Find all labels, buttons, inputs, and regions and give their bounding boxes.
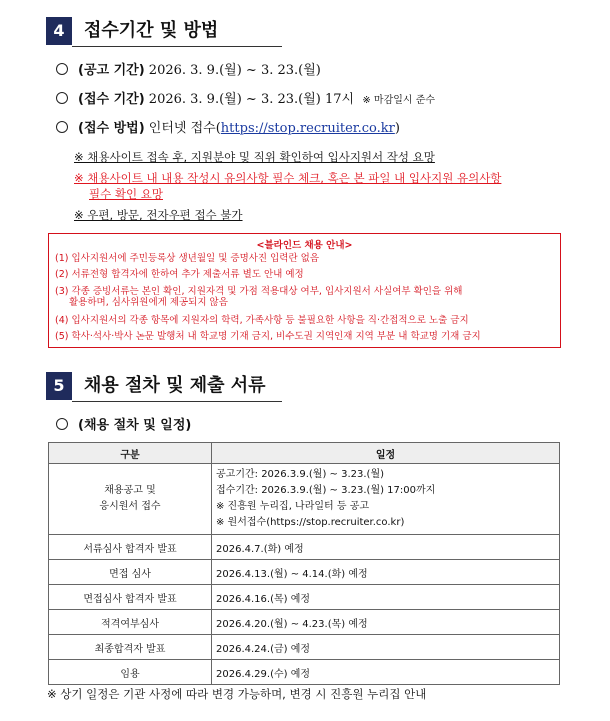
section-title: 채용 절차 및 제출 서류 [84,375,266,396]
table-row [49,464,560,535]
table-row [49,535,560,560]
table-row [49,660,560,685]
bullet-circle-icon [56,121,68,133]
date-cell: 2026.4.7.(화) 예정 [212,535,560,560]
blind-item-3-cont: 활용하며, 심사위원에게 제공되지 않음 [69,297,228,308]
bullet-circle-icon [56,92,68,104]
header-date: 일정 [212,443,560,464]
section-5-header [46,372,282,400]
recruit-link[interactable]: https://stop.recruiter.co.kr [220,121,395,136]
blind-item-1: (1) 입사지원서에 주민등록상 생년월일 및 증명사진 입력란 없음 [55,253,320,264]
stage-cell: 적격여부심사 [49,610,212,635]
apply-period: (접수 기간) 2026. 3. 9.(월) ~ 3. 23.(월) 17시 ※ 마감일시 준수 [56,91,435,110]
stage-cell: 최종합격자 발표 [49,635,212,660]
blind-item-2: (2) 서류전형 합격자에 한하여 추가 제출서류 별도 안내 예정 [55,269,304,280]
stage-cell: 면접 심사 [49,560,212,585]
date-cell: 2026.4.24.(금) 예정 [212,635,560,660]
subnote-3: ※ 우편, 방문, 전자우편 접수 불가 [74,208,243,222]
table-row [49,635,560,660]
date-cell: 공고기간: 2026.3.9.(월) ~ 3.23.(월) 접수기간: 2026.3.9.(월) ~ 3.23.(월) 17:00까지 ※ 진흥원 누리집, 나라일터 등 공고 ※ 원서접수(https://stop.recruiter.co.kr) [212,464,560,535]
table-header-row [49,443,560,464]
blind-item-5: (5) 학사·석사·박사 논문 발행처 내 학교명 기재 금지, 비수도권 지역인재 지역 부분 내 학교명 기재 금지 [55,331,481,342]
apply-method: (접수 방법) 인터넷 접수(https://stop.recruiter.co.kr) [56,120,400,138]
blind-recruit-box [48,233,561,348]
table-row [49,560,560,585]
section-number: 5 [46,372,72,400]
date-cell: 2026.4.16.(목) 예정 [212,585,560,610]
stage-cell: 임용 [49,660,212,685]
bullet-circle-icon [56,63,68,75]
date-cell: 2026.4.13.(월) ~ 4.14.(화) 예정 [212,560,560,585]
section-4-header [46,17,282,45]
schedule-footnote: ※ 상기 일정은 기관 사정에 따라 변경 가능하며, 변경 시 진흥원 누리집 안내 [47,687,427,701]
announce-period: (공고 기간) 2026. 3. 9.(월) ~ 3. 23.(월) [56,62,321,80]
subnote-2-cont: 필수 확인 요망 [89,187,163,201]
section-underline [72,46,282,47]
stage-cell: 서류심사 합격자 발표 [49,535,212,560]
subnote-2: ※ 채용사이트 내 내용 작성시 유의사항 필수 체크, 혹은 본 파일 내 입사지원 유의사항 [74,171,502,185]
schedule-table [48,442,560,685]
date-cell: 2026.4.20.(월) ~ 4.23.(목) 예정 [212,610,560,635]
bullet-circle-icon [56,418,68,430]
date-cell: 2026.4.29.(수) 예정 [212,660,560,685]
blind-item-4: (4) 입사지원서의 각종 항목에 지원자의 학력, 가족사항 등 불필요한 사항을 직·간접적으로 노출 금지 [55,315,469,326]
subnote-1: ※ 채용사이트 접속 후, 지원분야 및 직위 확인하여 입사지원서 작성 요망 [74,150,435,164]
section-number: 4 [46,17,72,45]
section-underline [72,401,282,402]
table-row [49,585,560,610]
blind-item-3: (3) 각종 증빙서류는 본인 확인, 지원자격 및 가점 적용대상 여부, 입사지원서 사실여부 확인을 위해 [55,286,463,297]
table-row [49,610,560,635]
header-stage: 구분 [49,443,212,464]
blind-title: <블라인드 채용 안내> [256,240,353,251]
stage-cell: 면접심사 합격자 발표 [49,585,212,610]
section-title: 접수기간 및 방법 [84,20,219,41]
stage-cell: 채용공고 및 응시원서 접수 [49,464,212,535]
schedule-subtitle: (채용 절차 및 일정) [56,417,191,435]
